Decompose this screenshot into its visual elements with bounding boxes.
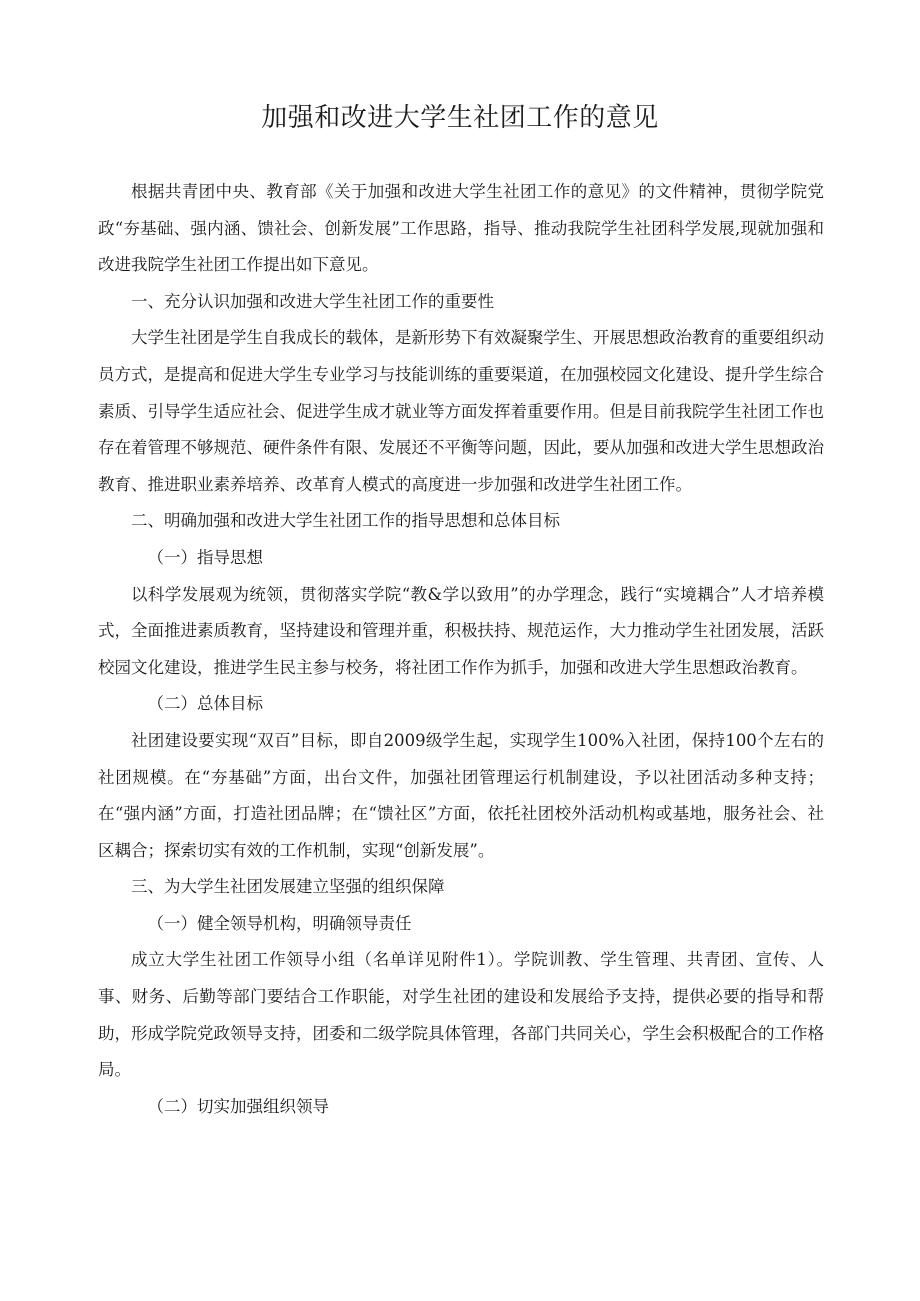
section-heading-2: 二、明确加强和改进大学生社团工作的指导思想和总体目标: [131, 511, 560, 531]
subsection-heading-2-1: （一）指导思想: [147, 547, 263, 567]
intro-paragraph: 根据共青团中央、教育部《关于加强和改进大学生社团工作的意见》的文件精神，贯彻学院党政“夯基础、强内涵、馈社会、创新发展”工作思路，指导、推动我院学生社团科学发展,现就加强和改进我院学生社团工作提出如下意见。: [98, 182, 824, 275]
subsection-heading-3-1: （一）健全领导机构，明确领导责任: [147, 913, 412, 933]
subsection-2-2-paragraph: 社团建设要实现“双百”目标，即自2009级学生起，实现学生100%入社团，保持100个左右的社团规模。在“夯基础”方面，出台文件，加强社团管理运行机制建设，予以社团活动多种支持；在“强内涵”方面，打造社团品牌；在“馈社区”方面，依托社团校外活动机构或基地，服务社会、社区耦合；探索切实有效的工作机制，实现“创新发展”。: [98, 730, 824, 860]
subsection-heading-2-2: （二）总体目标: [147, 694, 263, 714]
subsection-3-1-paragraph: 成立大学生社团工作领导小组（名单详见附件1）。学院训教、学生管理、共青团、宣传、人事、财务、后勤等部门要结合工作职能，对学生社团的建设和发展给予支持，提供必要的指导和帮助，形成学院党政领导支持，团委和二级学院具体管理，各部门共同关心，学生会积极配合的工作格局。: [98, 950, 824, 1080]
section-1-paragraph: 大学生社团是学生自我成长的载体，是新形势下有效凝聚学生、开展思想政治教育的重要组织动员方式，是提高和促进大学生专业学习与技能训练的重要渠道，在加强校园文化建设、提升学生综合素质、引导学生适应社会、促进学生成才就业等方面发挥着重要作用。但是目前我院学生社团工作也存在着管理不够规范、硬件条件有限、发展还不平衡等问题，因此，要从加强和改进大学生思想政治教育、推进职业素养培养、改革育人模式的高度进一步加强和改进学生社团工作。: [98, 328, 824, 494]
section-heading-3: 三、为大学生社团发展建立坚强的组织保障: [131, 877, 445, 897]
subsection-heading-3-2: （二）切实加强组织领导: [147, 1096, 329, 1116]
document-body: [98, 174, 824, 1125]
subsection-2-1-paragraph: 以科学发展观为统领，贯彻落实学院“教&学以致用”的办学理念，践行“实境耦合”人才培养模式，全面推进素质教育，坚持建设和管理并重，积极扶持、规范运作，大力推动学生社团发展，活跃校园文化建设，推进学生民主参与校务，将社团工作作为抓手，加强和改进大学生思想政治教育。: [98, 584, 824, 677]
section-heading-1: 一、充分认识加强和改进大学生社团工作的重要性: [131, 291, 494, 311]
document-title: 加强和改进大学生社团工作的意见: [261, 103, 659, 133]
